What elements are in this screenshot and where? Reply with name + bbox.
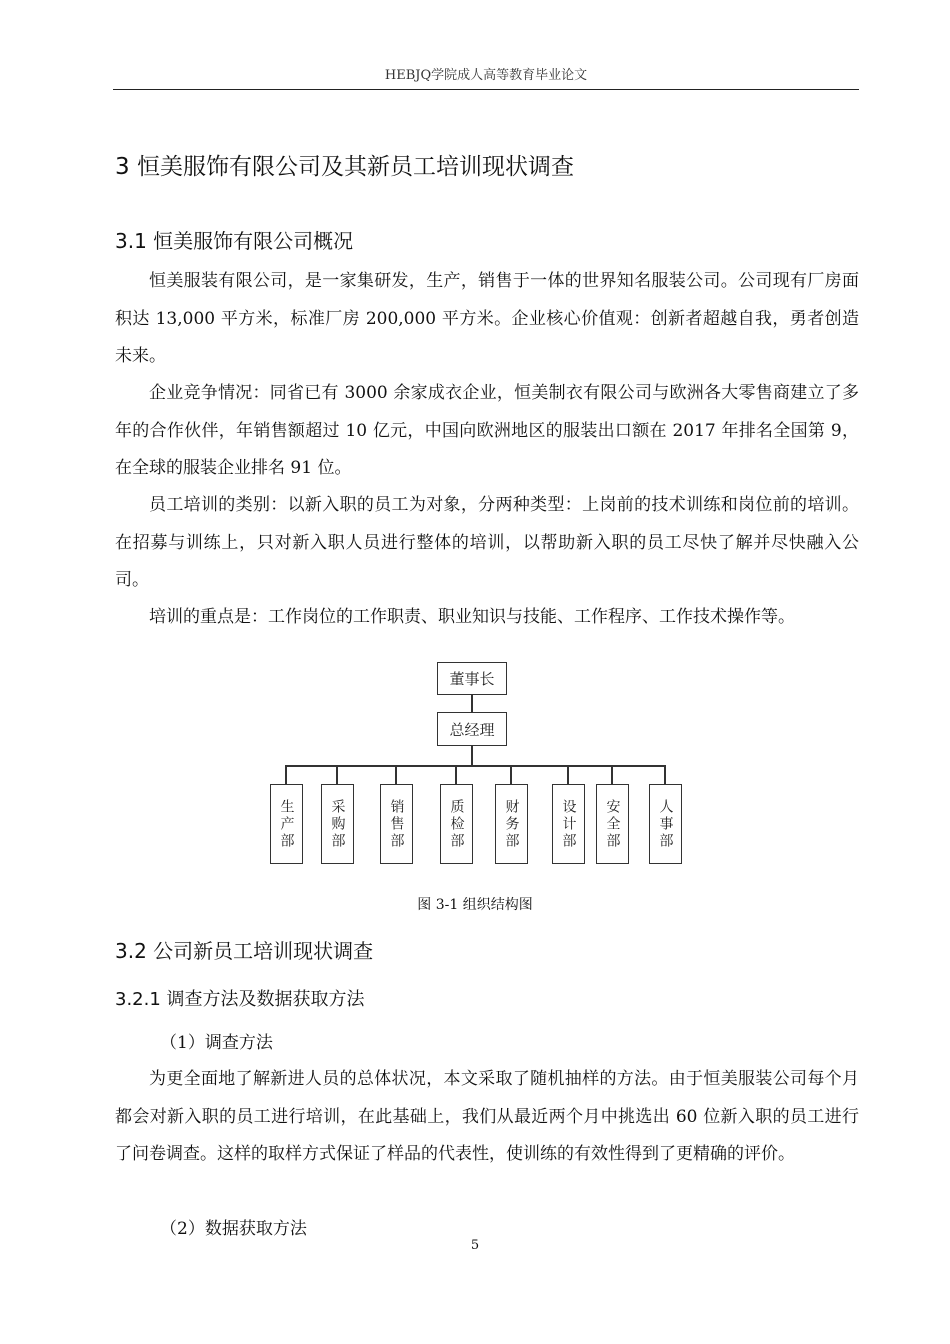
org-connector <box>471 746 473 765</box>
org-connector <box>285 765 287 785</box>
org-dept-quality: 质检部 <box>440 784 473 864</box>
paragraph-company-intro: 恒美服装有限公司，是一家集研发，生产，销售于一体的世界知名服装公司。公司现有厂房面积达 13,000 平方米，标准厂房 200,000 平方米。企业核心价值观：创新者超越自我，勇者创造未来。 <box>115 271 859 366</box>
org-node-manager: 总经理 <box>437 712 507 746</box>
org-connector <box>567 765 569 785</box>
list-item-data-method: （2）数据获取方法 <box>160 1219 307 1239</box>
paragraph-competition: 企业竞争情况：同省已有 3000 余家成衣企业，恒美制衣有限公司与欧洲各大零售商建立了多年的合作伙伴，年销售额超过 10 亿元，中国向欧洲地区的服装出口额在 2017 年排名全国第 9，在全球的服装企业排名 91 位。 <box>115 383 859 478</box>
chapter-title: 3 恒美服饰有限公司及其新员工培训现状调查 <box>115 154 574 180</box>
header-divider <box>113 89 859 90</box>
org-dept-finance: 财务部 <box>495 784 528 864</box>
org-connector <box>395 765 397 785</box>
org-connector <box>510 765 512 785</box>
org-dept-design: 设计部 <box>552 784 585 864</box>
org-connector <box>611 765 613 785</box>
org-dept-sales: 销售部 <box>380 784 413 864</box>
running-header: HEBJQ学院成人高等教育毕业论文 <box>384 68 588 83</box>
org-horizontal-bus <box>285 765 665 767</box>
org-dept-purchasing: 采购部 <box>321 784 354 864</box>
org-dept-safety: 安全部 <box>596 784 629 864</box>
org-dept-production: 生产部 <box>270 784 303 864</box>
section-3-1-title: 3.1 恒美服饰有限公司概况 <box>115 229 354 253</box>
page-number: 5 <box>470 1238 480 1253</box>
paragraph-training-types: 员工培训的类别：以新入职的员工为对象，分两种类型：上岗前的技术训练和岗位前的培训。在招募与训练上，只对新入职人员进行整体的培训，以帮助新入职的员工尽快了解并尽快融入公司。 <box>115 495 859 590</box>
org-connector <box>455 765 457 785</box>
paragraph-training-focus: 培训的重点是：工作岗位的工作职责、职业知识与技能、工作程序、工作技术操作等。 <box>149 607 795 627</box>
section-3-2-title: 3.2 公司新员工培训现状调查 <box>115 939 374 963</box>
list-item-survey-method: （1）调查方法 <box>160 1033 273 1053</box>
org-dept-hr: 人事部 <box>649 784 682 864</box>
org-node-chairman: 董事长 <box>437 662 507 695</box>
org-connector <box>664 765 666 785</box>
figure-caption: 图 3-1 组织结构图 <box>417 897 533 913</box>
org-connector <box>471 695 473 712</box>
subsection-3-2-1-title: 3.2.1 调查方法及数据获取方法 <box>115 989 365 1010</box>
paragraph-survey-method: 为更全面地了解新进人员的总体状况，本文采取了随机抽样的方法。由于恒美服装公司每个月都会对新入职的员工进行培训，在此基础上，我们从最近两个月中挑选出 60 位新入职的员工进行了问卷调查。这样的取样方式保证了样品的代表性，使训练的有效性得到了更精确的评价。 <box>115 1069 859 1164</box>
org-connector <box>336 765 338 785</box>
